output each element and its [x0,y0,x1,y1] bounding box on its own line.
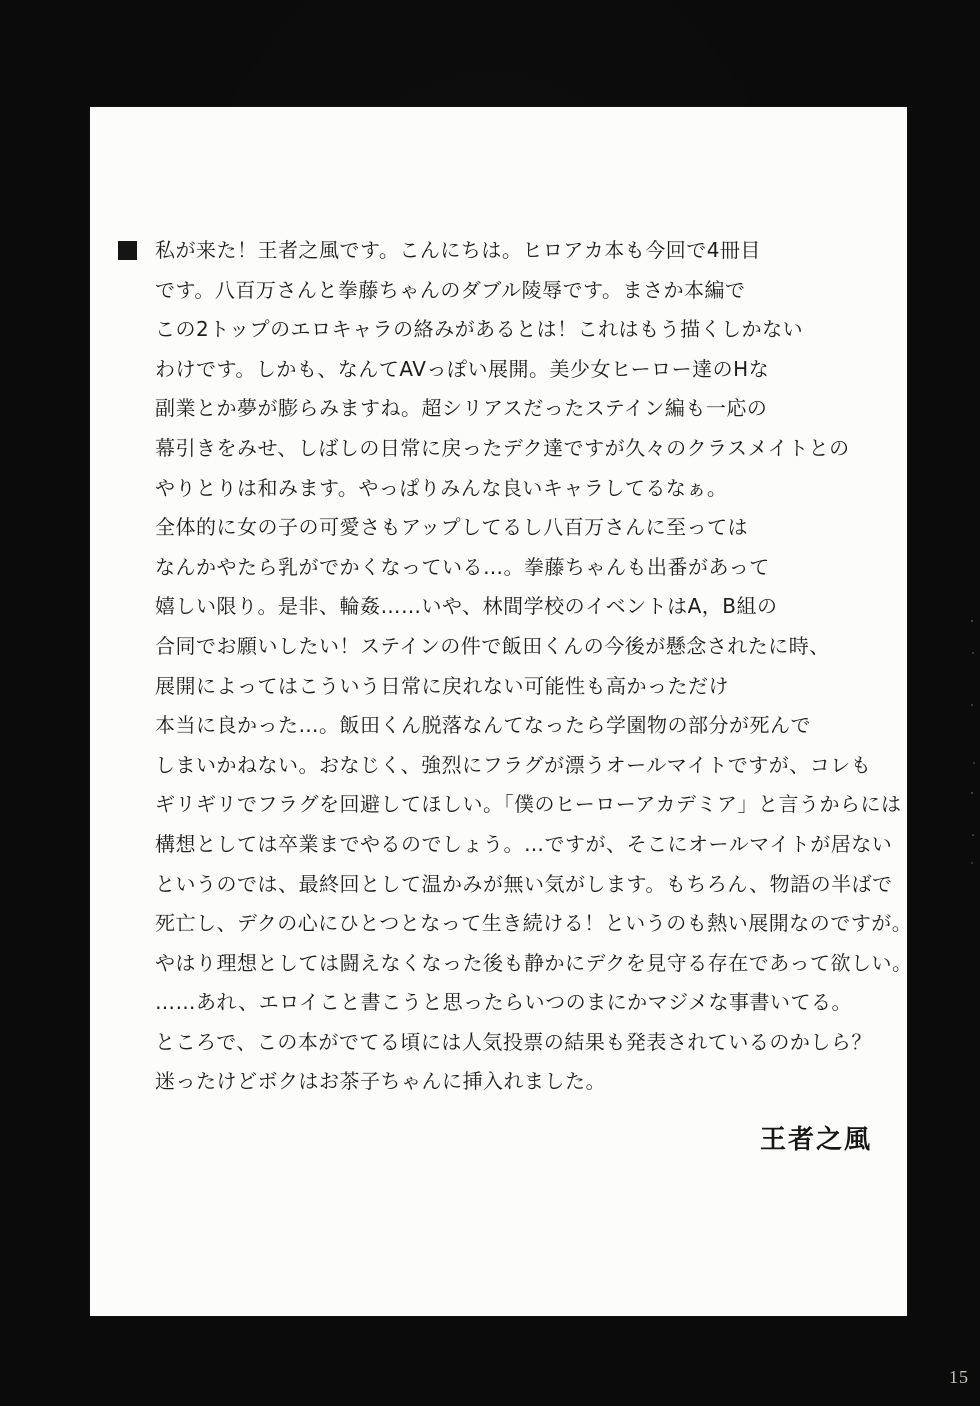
afterword-paragraph [155,231,913,1102]
author-signature: 王者之風 [760,1125,873,1155]
paragraph-line: 構想としては卒業までやるのでしょう。…ですが、そこにオールマイトが居ない [155,831,893,856]
section-bullet-icon [118,241,137,260]
paragraph-line: 死亡し、デクの心にひとつとなって生き続ける！というのも熱い展開なのですが。 [155,911,913,936]
page-number: 15 [949,1367,969,1387]
paragraph-line: 幕引きをみせ、しばしの日常に戻ったデク達ですが久々のクラスメイトとの [155,435,850,460]
paragraph-line: 本当に良かった…。飯田くん脱落なんてなったら学園物の部分が死んで [155,713,811,738]
paragraph-line: というのでは、最終回として温かみが無い気がします。もちろん、物語の半ばで [155,871,893,896]
paragraph-line: ところで、この本がでてる頃には人気投票の結果も発表されているのかしら？ [155,1029,872,1054]
paragraph-line: 副業とか夢が膨らみますね。超シリアスだったステイン編も一応の [155,396,768,421]
paragraph-line: 私が来た！王者之風です。こんにちは。ヒロアカ本も今回で4冊目 [155,238,761,262]
paragraph-line: 迷ったけどボクはお茶子ちゃんに挿入れました。 [155,1069,606,1094]
paragraph-line: 合同でお願いしたい！ステインの件で飯田くんの今後が懸念されたに時、 [155,633,830,658]
paragraph-line: やはり理想としては闘えなくなった後も静かにデクを見守る存在であって欲しい。 [155,950,913,975]
afterword-page [90,107,913,1316]
paragraph-line: 全体的に女の子の可愛さもアップしてるし八百万さんに至っては [155,515,749,540]
paragraph-line: この2トップのエロキャラの絡みがあるとは！これはもう描くしかない [155,317,804,342]
paragraph-line: わけです。しかも、なんてAVっぽい展開。美少女ヒーロー達のHな [155,356,770,381]
paragraph-line: 嬉しい限り。是非、輪姦……いや、林間学校のイベントはA，B組の [155,594,778,619]
paragraph-line: しまいかねない。おなじく、強烈にフラグが漂うオールマイトですが、コレも [155,752,872,777]
paragraph-line: なんかやたら乳がでかくなっている…。拳藤ちゃんも出番があって [155,554,770,579]
paragraph-line: 展開によってはこういう日常に戻れない可能性も高かっただけ [155,673,729,698]
paragraph-line: ……あれ、エロイこと書こうと思ったらいつのまにかマジメな事書いてる。 [155,990,852,1015]
scan-noise-specks [971,620,973,622]
paragraph-line: です。八百万さんと拳藤ちゃんのダブル陵辱です。まさか本編で [155,277,746,302]
paragraph-line: ギリギリでフラグを回避してほしい。「僕のヒーローアカデミア」と言うからには [155,792,902,817]
paragraph-line: やりとりは和みます。やっぱりみんな良いキャラしてるなぁ。 [155,475,728,500]
